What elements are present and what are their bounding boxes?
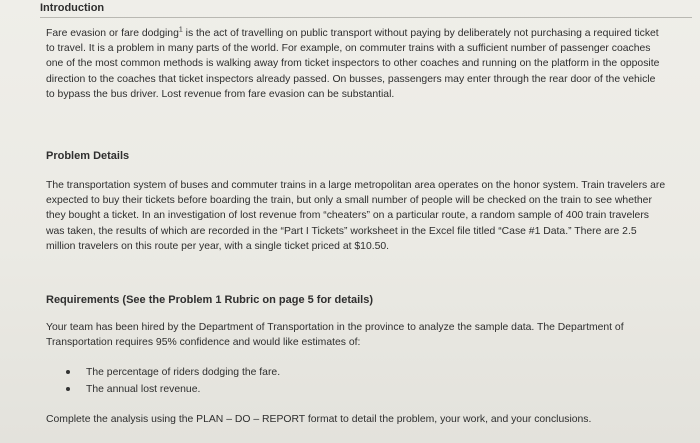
requirements-heading: Requirements (See the Problem 1 Rubric on page 5 for details) xyxy=(46,294,374,306)
list-item-text: The annual lost revenue. xyxy=(86,384,201,395)
introduction-paragraph xyxy=(46,26,666,102)
requirements-list xyxy=(66,364,280,398)
problem-details-heading: Problem Details xyxy=(46,150,130,162)
section-divider xyxy=(40,17,692,18)
closing-instruction: Complete the analysis using the PLAN – DO – REPORT format to detail the problem, your work, and your conclusions. xyxy=(46,414,592,425)
introduction-text-start: Fare evasion or fare dodging xyxy=(46,28,179,39)
bullet-icon xyxy=(66,387,70,391)
bullet-icon xyxy=(66,370,70,374)
list-item-text: The percentage of riders dodging the fare. xyxy=(86,367,281,378)
list-item xyxy=(66,364,280,381)
list-item xyxy=(66,381,280,398)
introduction-heading: Introduction xyxy=(40,2,105,14)
footnote-marker: 1 xyxy=(178,26,183,34)
requirements-paragraph: Your team has been hired by the Department of Transportation in the province to analyze the sample data. The Department of Transportation requires 95% confidence and would like estimates of: xyxy=(46,322,624,349)
introduction-text-rest: is the act of travelling on public transport without paying by deliberately not purchasing a required ticket to travel. It is a problem in many parts of the world. For example, on commuter trains with a sufficient number of passenger coaches one of the most common methods is walking away from ticket inspectors to other coaches and running on the platform in the opposite direction to the coaches that ticket inspectors already passed. On busses, passengers may enter through the rear door of the vehicle to bypass the bus driver. Lost revenue from fare evasion can be substantial. xyxy=(46,28,660,100)
problem-details-paragraph: The transportation system of buses and commuter trains in a large metropolitan area operates on the honor system. Train travelers are expected to buy their tickets before boarding the train, but only a small number of people will be checked on the train to see whether they bought a ticket. In an investigation of lost revenue from “cheaters” on a particular route, a random sample of 400 train travelers was taken, the results of which are recorded in the “Part I Tickets” worksheet in the Excel file titled “Case #1 Data.” There are 2.5 million travelers on this route per year, with a single ticket priced at $10.50. xyxy=(46,180,666,252)
